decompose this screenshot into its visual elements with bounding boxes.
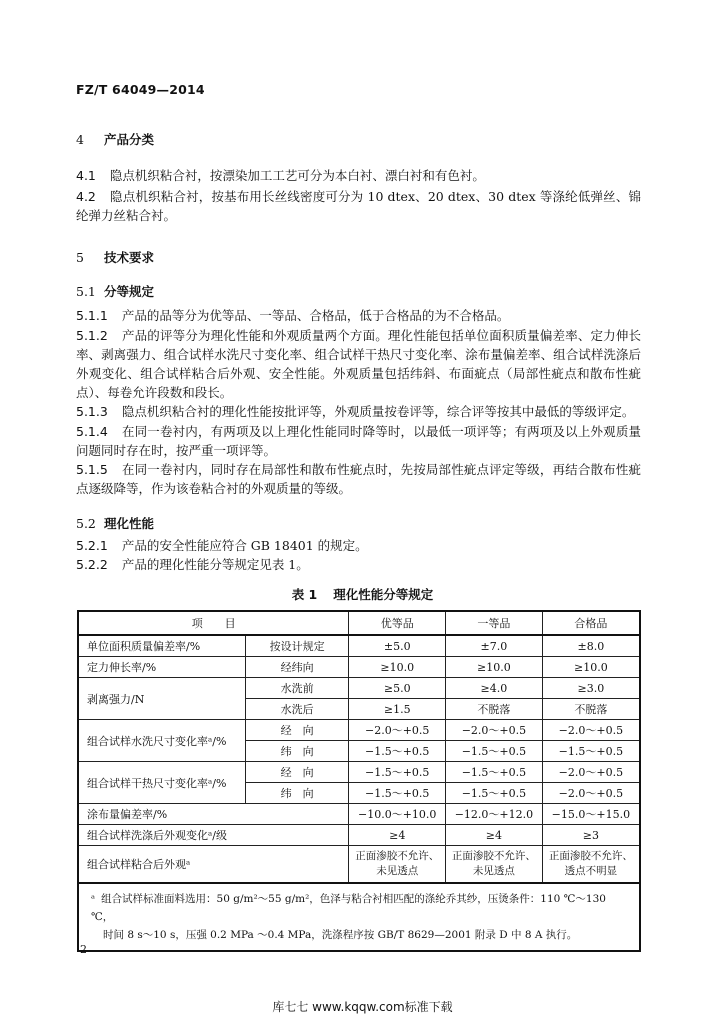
cell: ≥5.0 <box>349 678 446 699</box>
clause-text: 隐点机织粘合衬的理化性能按批评等，外观质量按卷评等，综合评等按其中最低的等级评定。 <box>121 404 635 419</box>
subsection-5-1-heading <box>76 282 154 300</box>
subsection-5-2-heading <box>76 514 154 532</box>
cell: −1.5～+0.5 <box>542 741 640 762</box>
section-5-heading <box>76 248 154 266</box>
cell: −1.5～+0.5 <box>446 762 543 783</box>
cell-line: 正面渗胶不允许、 <box>451 850 536 862</box>
cell: ≥4 <box>446 825 543 846</box>
clause-number: 4.1 <box>76 168 96 183</box>
clause-number: 5.2.2 <box>76 557 108 572</box>
clause-4-1 <box>76 166 641 185</box>
table-row <box>78 720 640 741</box>
row-condition: 经 向 <box>245 720 349 741</box>
section-title: 技术要求 <box>104 250 155 265</box>
header-grade-qualified: 合格品 <box>542 611 640 635</box>
clause-number: 4.2 <box>76 189 96 204</box>
clause-number: 5.1.3 <box>76 404 108 419</box>
cell: −12.0～+12.0 <box>446 804 543 825</box>
row-item: 组合试样水洗尺寸变化率ᵃ/% <box>78 720 245 762</box>
table-row <box>78 825 640 846</box>
row-item: 定力伸长率/% <box>78 657 245 678</box>
cell: −1.5～+0.5 <box>349 762 446 783</box>
subsection-title: 理化性能 <box>104 516 155 531</box>
cell: ≥3 <box>542 825 640 846</box>
cell-line: 正面渗胶不允许、 <box>355 850 440 862</box>
clause-text: 产品的品等分为优等品、一等品、合格品，低于合格品的为不合格品。 <box>121 308 510 323</box>
table-caption <box>0 585 725 603</box>
clause-text: 隐点机织粘合衬，按基布用长丝线密度可分为 10 dtex、20 dtex、30 dtex 等涤纶低弹丝、锦纶弹力丝粘合衬。 <box>76 189 641 223</box>
table-footnote <box>78 883 640 951</box>
clause-5-2-1 <box>76 536 641 555</box>
cell: ±8.0 <box>542 635 640 657</box>
row-condition: 经 向 <box>245 762 349 783</box>
clause-text: 隐点机织粘合衬，按漂染加工工艺可分为本白衬、漂白衬和有色衬。 <box>109 168 485 183</box>
cell: ≥1.5 <box>349 699 446 720</box>
clause-number: 5.1.1 <box>76 308 108 323</box>
cell: −1.5～+0.5 <box>349 741 446 762</box>
table-header-row <box>78 611 640 635</box>
section-title: 产品分类 <box>104 132 155 147</box>
cell: −1.5～+0.5 <box>446 741 543 762</box>
row-item: 组合试样粘合后外观ᵃ <box>78 846 349 884</box>
cell: ≥3.0 <box>542 678 640 699</box>
clause-text: 在同一卷衬内，有两项及以上理化性能同时降等时，以最低一项评等；有两项及以上外观质量问题同时存在时，按严重一项评等。 <box>76 424 641 458</box>
cell: −2.0～+0.5 <box>349 720 446 741</box>
cell-line: 未见透点 <box>472 865 515 877</box>
clause-5-1-2 <box>76 326 641 402</box>
cell: ±7.0 <box>446 635 543 657</box>
grading-table <box>77 610 641 952</box>
header-item: 项 目 <box>78 611 349 635</box>
section-number: 5 <box>76 250 84 265</box>
cell: ≥10.0 <box>446 657 543 678</box>
cell: ±5.0 <box>349 635 446 657</box>
cell: −10.0～+10.0 <box>349 804 446 825</box>
cell: ≥10.0 <box>542 657 640 678</box>
table-row <box>78 762 640 783</box>
clause-5-1-3 <box>76 402 641 421</box>
row-item: 单位面积质量偏差率/% <box>78 635 245 657</box>
cell <box>349 846 446 884</box>
cell: −2.0～+0.5 <box>446 720 543 741</box>
row-condition: 纬 向 <box>245 783 349 804</box>
row-condition: 经纬向 <box>245 657 349 678</box>
standard-number: FZ/T 64049—2014 <box>76 82 205 97</box>
table-row <box>78 678 640 699</box>
clause-5-2-2 <box>76 555 641 574</box>
footnote-line: 时间 8 s～10 s，压强 0.2 MPa ～0.4 MPa，洗涤程序按 GB/T 8629—2001 附录 D 中 8 A 执行。 <box>103 929 578 941</box>
clause-5-1-4 <box>76 422 641 460</box>
table-row <box>78 657 640 678</box>
cell: −2.0～+0.5 <box>542 783 640 804</box>
clause-text: 产品的评等分为理化性能和外观质量两个方面。理化性能包括单位面积质量偏差率、定力伸长率、剥离强力、组合试样水洗尺寸变化率、组合试样干热尺寸变化率、涂布量偏差率、组合试样洗涤后外观变化、组合试样粘合后外观、安全性能。外观质量包括纬斜、布面疵点（局部性疵点和散布性疵点）、每卷允许段数和段长。 <box>76 328 641 400</box>
table-row <box>78 804 640 825</box>
cell <box>542 846 640 884</box>
clause-number: 5.1.4 <box>76 424 108 439</box>
cell: ≥4 <box>349 825 446 846</box>
clause-5-1-5 <box>76 460 641 498</box>
cell: ≥10.0 <box>349 657 446 678</box>
cell: −1.5～+0.5 <box>349 783 446 804</box>
row-condition: 水洗后 <box>245 699 349 720</box>
cell: −15.0～+15.0 <box>542 804 640 825</box>
header-grade-superior: 优等品 <box>349 611 446 635</box>
clause-number: 5.1.5 <box>76 462 108 477</box>
row-condition: 水洗前 <box>245 678 349 699</box>
cell: 不脱落 <box>542 699 640 720</box>
cell-line: 透点不明显 <box>564 865 618 877</box>
table-footnote-row <box>78 883 640 951</box>
clause-4-2 <box>76 187 641 225</box>
cell: −2.0～+0.5 <box>542 720 640 741</box>
cell <box>446 846 543 884</box>
cell: 不脱落 <box>446 699 543 720</box>
clause-text: 产品的理化性能分等规定见表 1。 <box>121 557 309 572</box>
watermark: 库七七 www.kqqw.com标准下载 <box>272 1000 453 1014</box>
cell-line: 正面渗胶不允许、 <box>548 850 633 862</box>
clause-number: 5.2.1 <box>76 538 108 553</box>
page-number: 2 <box>80 943 87 956</box>
row-condition: 纬 向 <box>245 741 349 762</box>
table-title: 理化性能分等规定 <box>333 587 434 602</box>
row-item: 涂布量偏差率/% <box>78 804 349 825</box>
table-number: 表 1 <box>291 587 318 602</box>
subsection-title: 分等规定 <box>104 284 155 299</box>
header-grade-first: 一等品 <box>446 611 543 635</box>
cell-line: 未见透点 <box>376 865 419 877</box>
section-number: 4 <box>76 132 84 147</box>
row-item: 组合试样干热尺寸变化率ᵃ/% <box>78 762 245 804</box>
subsection-number: 5.1 <box>76 284 96 299</box>
table-row <box>78 635 640 657</box>
table-row <box>78 846 640 884</box>
clause-5-1-1 <box>76 306 641 325</box>
clause-text: 产品的安全性能应符合 GB 18401 的规定。 <box>121 538 368 553</box>
cell: −2.0～+0.5 <box>542 762 640 783</box>
row-condition: 按设计规定 <box>245 635 349 657</box>
footnote-mark: ᵃ <box>91 893 96 905</box>
section-4-heading <box>76 130 154 148</box>
row-item: 剥离强力/N <box>78 678 245 720</box>
cell: −1.5～+0.5 <box>446 783 543 804</box>
footnote-line: 组合试样标准面料选用：50 g/m²～55 g/m²，色泽与粘合衬相匹配的涤纶乔其纱，压烫条件：110 ℃～130 ℃， <box>91 893 606 923</box>
cell: ≥4.0 <box>446 678 543 699</box>
clause-number: 5.1.2 <box>76 328 108 343</box>
subsection-number: 5.2 <box>76 516 96 531</box>
row-item: 组合试样洗涤后外观变化ᵃ/级 <box>78 825 349 846</box>
clause-text: 在同一卷衬内，同时存在局部性和散布性疵点时，先按局部性疵点评定等级，再结合散布性疵点逐级降等，作为该卷粘合衬的外观质量的等级。 <box>76 462 641 496</box>
